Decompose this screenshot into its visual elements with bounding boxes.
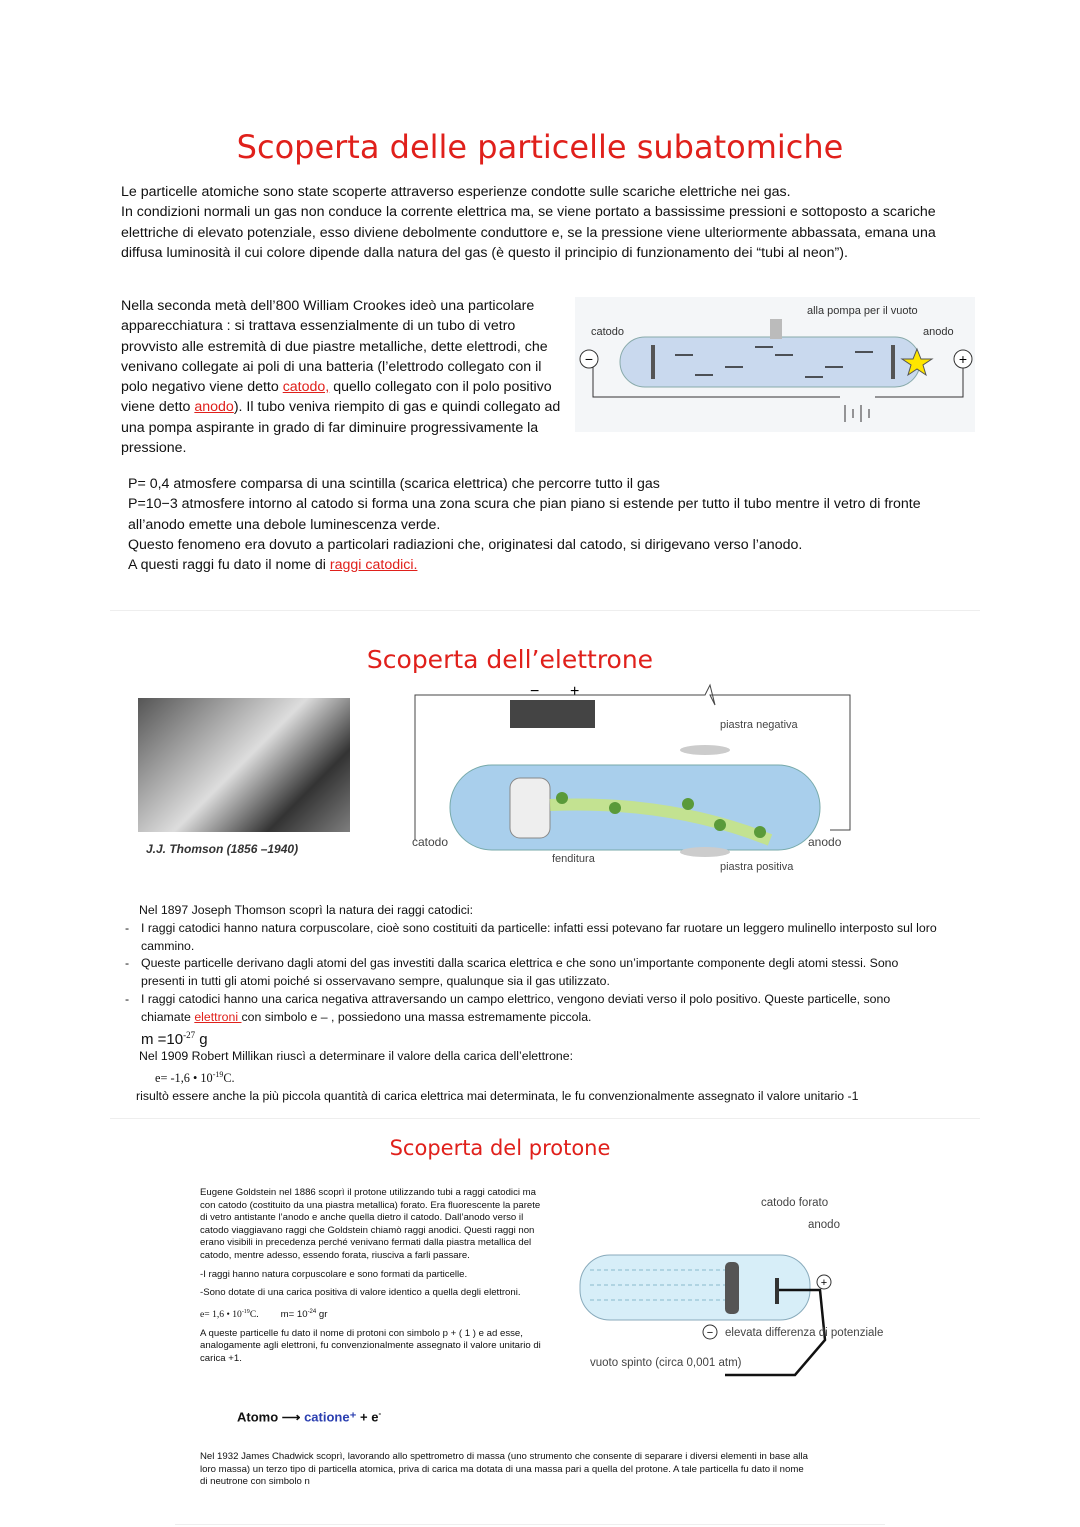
text: g	[195, 1030, 208, 1048]
elettroni-link[interactable]: elettroni	[194, 1009, 242, 1024]
positive-plate-label: piastra positiva	[720, 861, 794, 873]
pressure-line-2: P=10−3 atmosfere intorno al catodo si forma una zona scura che pian piano si estende per tutto il tubo mentre il vetro di fronte all’anodo emette una debole luminescenza verde.	[128, 496, 921, 533]
glass-tube	[620, 337, 920, 387]
exp: -19	[241, 1308, 250, 1315]
plus-sign: +	[958, 351, 968, 367]
vacuum-label: vuoto spinto (circa 0,001 atm)	[590, 1357, 742, 1369]
catodo-link[interactable]: catodo,	[282, 379, 330, 396]
text: e= 1,6 • 10	[200, 1308, 242, 1320]
battery-icon	[510, 700, 595, 728]
pump-label: alla pompa per il vuoto	[807, 305, 918, 317]
text: con simbolo e – , possiedono una massa estremamente piccola.	[241, 1009, 592, 1024]
anode-label: anodo	[808, 1219, 840, 1231]
goldstein-text	[200, 1187, 548, 1365]
positive-plate	[680, 847, 730, 857]
divider	[175, 1524, 885, 1525]
cathode-label: catodo	[412, 835, 449, 849]
anodo-link[interactable]: anodo	[194, 399, 234, 416]
crookes-paragraph	[121, 296, 561, 458]
ionization-equation	[237, 1409, 381, 1425]
intro-paragraph	[121, 182, 941, 263]
exp: -	[378, 1409, 382, 1418]
divider	[110, 610, 980, 611]
potential-label: elevata differenza di potenziale	[725, 1327, 884, 1339]
text: C.	[223, 1071, 235, 1086]
pressure-line-1: P= 0,4 atmosfere comparsa di una scintilla (scarica elettrica) che percorre tutto il gas	[128, 476, 660, 492]
negative-plate	[680, 745, 730, 755]
text: C.	[249, 1308, 259, 1320]
text: e= -1,6 • 10	[155, 1071, 213, 1086]
text: ). Il tubo veniva riempito di gas e quindi collegato ad una pompa aspirante in grado di far diminuire progressivamente la pressione.	[121, 399, 561, 457]
perforated-cathode	[725, 1262, 739, 1314]
text: quello collegato con il polo positivo viene detto	[121, 379, 552, 416]
cation-text: catione⁺	[304, 1409, 357, 1425]
slit-label: fenditura	[552, 853, 595, 865]
plus-sign: +	[820, 1277, 828, 1289]
proton-fact-2: -Sono dotate di una carica positiva di valore identico a quella degli elettroni.	[200, 1287, 521, 1299]
pressure-observations	[128, 474, 948, 575]
atom-text: Atomo	[237, 1409, 279, 1425]
text: gr	[316, 1308, 328, 1320]
anode-label: anodo	[923, 326, 954, 338]
section-title-subatomic: Scoperta delle particelle subatomiche	[236, 128, 844, 166]
raggi-catodici-link[interactable]: raggi catodici.	[329, 557, 418, 574]
section-title-electron: Scoperta dell’elettrone	[366, 645, 654, 674]
minus-sign: −	[706, 1327, 714, 1339]
battery-plus: +	[570, 683, 580, 700]
text: m= 10	[280, 1308, 308, 1320]
bullet-item	[121, 991, 939, 1048]
result-line: risultò essere anche la più piccola quantità di carica elettrica mai determinata, le fu convenzionalmente assegnato il valore unitario -1	[136, 1089, 859, 1104]
text: A questi raggi fu dato il nome di	[128, 557, 330, 574]
bullet-item: - Queste particelle derivano dagli atomi del gas investiti dalla scarica elettrica e che sono un’importante componente degli atomi stessi. Sono presenti in tutti gli atomi poiché si osservavano sempre, qualunque sia il gas utilizzato.	[121, 955, 939, 991]
thomson-bullets	[121, 920, 939, 1049]
photo-caption: J.J. Thomson (1856 –1940)	[146, 842, 299, 856]
thomson-photo	[138, 698, 350, 862]
exp: -27	[183, 1029, 196, 1040]
text: Nella seconda metà dell’800 William Crookes ideò una particolare apparecchiatura : si trattava essenzialmente di un tubo di vetro provvisto alle estremità di due piastre metalliche, dette elettrodi, che venivano collegate ai poli di una batteria (l’elettrodo collegato con il polo negativo viene detto	[121, 298, 548, 396]
intro-line: Le particelle atomiche sono state scoperte attraverso esperienze condotte sulle scariche elettriche nei gas.	[121, 184, 791, 200]
text: m =10	[141, 1030, 184, 1048]
exp: -19	[212, 1070, 224, 1080]
thomson-text	[136, 902, 939, 1106]
electron-text: + e	[356, 1409, 379, 1425]
proton-naming: A queste particelle fu dato il nome di protoni con simbolo p + ( 1 ) e ad esse, analogamente agli elettroni, fu convenzionalmente assegnato il valore unitario di carica +1.	[200, 1327, 541, 1364]
section-title-proton: Scoperta del protone	[389, 1136, 611, 1160]
goldstein-paragraph: Eugene Goldstein nel 1886 scoprì il protone utilizzando tubi a raggi catodici ma con catodo (costituito da una piastra metallica) forato. Era fluorescente la parete di vetro antistante l’anodo e anche quella dietro il catodo. Dall’anodo verso il catodo viaggiavano raggi che Goldstein chiamò raggi anodici. Questi raggi non erano visibili in precedenza perché venivano fermati dalla piastra metallica del catodo, mentre adesso, essendo forata, riusciva a farli passare.	[200, 1187, 541, 1261]
chadwick-paragraph: Nel 1932 James Chadwick scoprì, lavorando allo spettrometro di massa (uno strumento che consente di separare i diversi elementi in base alla loro massa) un terzo tipo di particella atomica, priva di carica ma dotata di una massa pari a quella del protone. A tale particella fu dato il nome di neutrone con simbolo n	[200, 1451, 808, 1488]
battery-minus: −	[530, 683, 540, 700]
electron-charge	[139, 1066, 939, 1088]
cathode-label: catodo	[591, 326, 625, 338]
text: I raggi catodici hanno una carica negativa attraversando un campo elettrico, vengono deviati verso il polo positivo. Queste particelle, sono chiamate	[141, 991, 891, 1024]
thomson-tube-diagram	[410, 680, 865, 888]
thomson-intro: Nel 1897 Joseph Thomson scoprì la natura dei raggi catodici:	[139, 903, 474, 917]
proton-fact-1: -I raggi hanno natura corpuscolare e sono formati da particelle.	[200, 1268, 468, 1280]
anode-label: anodo	[808, 835, 842, 849]
gas-conduction-paragraph: In condizioni normali un gas non conduce la corrente elettrica ma, se viene portato a bassissime pressioni e sottoposto a scariche elettriche di elevato potenziale, esso diviene debolmente conduttore e, se la pressione viene ulteriormente abbassata, emana una diffusa luminosità il cui colore dipende dalla natura del gas (è questo il principio di funzionamento dei “tubi al neon”).	[121, 204, 936, 261]
cathode-label: catodo forato	[761, 1197, 829, 1209]
arrow-icon: ⟶	[281, 1409, 301, 1425]
minus-sign: −	[584, 351, 594, 367]
millikan-line: Nel 1909 Robert Millikan riuscì a determinare il valore della carica dell’elettrone:	[139, 1049, 574, 1064]
cathode-rays-line	[128, 555, 948, 575]
divider	[110, 1118, 980, 1119]
electron-mass	[141, 1027, 939, 1049]
bullet-item: - I raggi catodici hanno natura corpuscolare, cioè sono costituiti da particelle: infatti essi potevano far ruotare un leggero mulinello interposto sul loro cammino.	[121, 920, 939, 956]
phenomenon-line: Questo fenomeno era dovuto a particolari radiazioni che, originatesi dal catodo, si dirigevano verso l’anodo.	[128, 536, 803, 553]
proton-values	[200, 1306, 548, 1322]
goldstein-tube-diagram	[575, 1190, 884, 1390]
exp: -24	[307, 1308, 317, 1315]
crookes-tube-diagram	[575, 297, 975, 432]
negative-plate-label: piastra negativa	[720, 719, 798, 731]
anode	[775, 1278, 779, 1304]
